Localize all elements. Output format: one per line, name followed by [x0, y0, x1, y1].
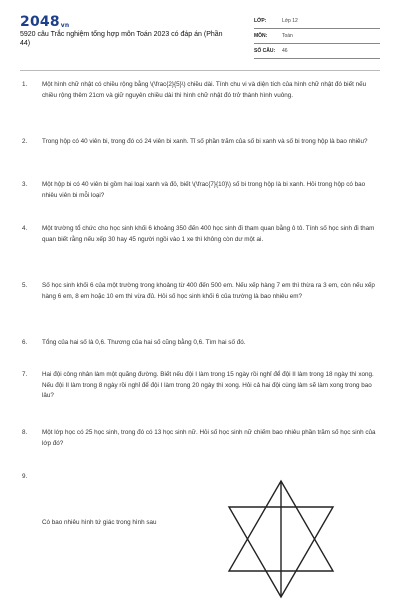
question-text: Có bao nhiêu hình tứ giác trong hình sau — [42, 519, 157, 526]
question-number: 8. — [22, 429, 28, 436]
question-text: Số học sinh khối 6 của một trường trong khoảng từ 400 đến 500 em. Nếu xếp hàng 7 em thì thừa ra 3 em, còn nếu xếp hàng 6 em, 8 em hoặc 10 em thì vừa đủ. Hỏi số học sinh khối 6 của trường là bao nhiêu em? — [42, 282, 375, 300]
meta-key: MÔN: — [254, 33, 268, 39]
question-5 — [22, 281, 382, 302]
hexagram-figure — [221, 479, 341, 599]
question-number: 1. — [22, 81, 28, 88]
question-text: Hai đội công nhân làm một quãng đường. Biết nếu đội I làm trong 15 ngày rồi nghỉ để đội II làm trong 18 ngày thì xong. Nếu đội II làm trong 8 ngày rồi nghỉ để đội I làm trong 20 ngày thì xong. Hỏi cả hai đội cùng làm sẽ làm xong trong bao lâu? — [42, 371, 374, 400]
meta-key: LỚP: — [254, 18, 267, 24]
question-text: Trong hộp có 40 viên bi, trong đó có 24 viên bi xanh. Tỉ số phần trăm của số bi xanh và số bi trong hộp là bao nhiêu? — [42, 138, 368, 145]
question-number: 9. — [22, 473, 28, 480]
site-logo[interactable] — [20, 14, 69, 30]
question-7 — [22, 370, 382, 402]
question-4 — [22, 224, 382, 245]
meta-key: SỐ CÂU: — [254, 48, 276, 54]
logo-suffix: vn — [60, 22, 70, 29]
question-2 — [22, 137, 382, 148]
question-text: Một hình chữ nhật có chiều rộng bằng \(\frac{2}{5}\) chiều dài. Tính chu vi và diện tích của hình chữ nhật đó biết nếu chiều rộng thêm 21cm và giữ nguyên chiều dài thì hình chữ nhật đó trở thành hình vuông. — [42, 81, 367, 99]
question-8 — [22, 428, 382, 449]
meta-value: Toán — [282, 33, 293, 39]
question-1 — [22, 80, 382, 101]
question-number: 5. — [22, 282, 28, 289]
question-text: Một hộp bi có 40 viên bi gồm hai loại xanh và đỏ, biết \(\frac{7}{10}\) số bi trong hộp là bi xanh. Hỏi trong hộp có bao nhiêu viên bi mỗi loại? — [42, 181, 366, 199]
page-header — [0, 0, 400, 68]
header-divider — [20, 70, 380, 71]
meta-row-count — [254, 44, 380, 59]
question-number: 3. — [22, 181, 28, 188]
meta-value: 46 — [282, 48, 288, 54]
meta-row-subject — [254, 29, 380, 44]
question-3 — [22, 180, 382, 201]
meta-row-class — [254, 14, 380, 29]
question-number: 6. — [22, 339, 28, 346]
question-text: Một lớp học có 25 học sinh, trong đó có 13 học sinh nữ. Hỏi số học sinh nữ chiếm bao nhiêu phần trăm số học sinh của lớp đó? — [42, 429, 376, 447]
question-number: 2. — [22, 138, 28, 145]
question-text: Một trường tổ chức cho học sinh khối 6 khoảng 350 đến 400 học sinh đi tham quan bằng ô tô. Tính số học sinh đi tham quan biết rằng nếu xếp 30 hay 45 người ngồi vào 1 xe thì không còn dư một ai. — [42, 225, 375, 243]
meta-value: Lớp 12 — [282, 18, 298, 24]
question-6 — [22, 338, 382, 349]
question-9-text — [42, 518, 242, 529]
question-text: Tổng của hai số là 0,6. Thương của hai số cũng bằng 0,6. Tìm hai số đó. — [42, 339, 246, 346]
page-title: 5920 câu Trắc nghiệm tổng hợp môn Toán 2023 có đáp án (Phần 44) — [20, 31, 223, 47]
logo-text: 2048 — [20, 14, 60, 30]
question-number: 7. — [22, 371, 28, 378]
question-number: 4. — [22, 225, 28, 232]
meta-table — [254, 14, 380, 59]
